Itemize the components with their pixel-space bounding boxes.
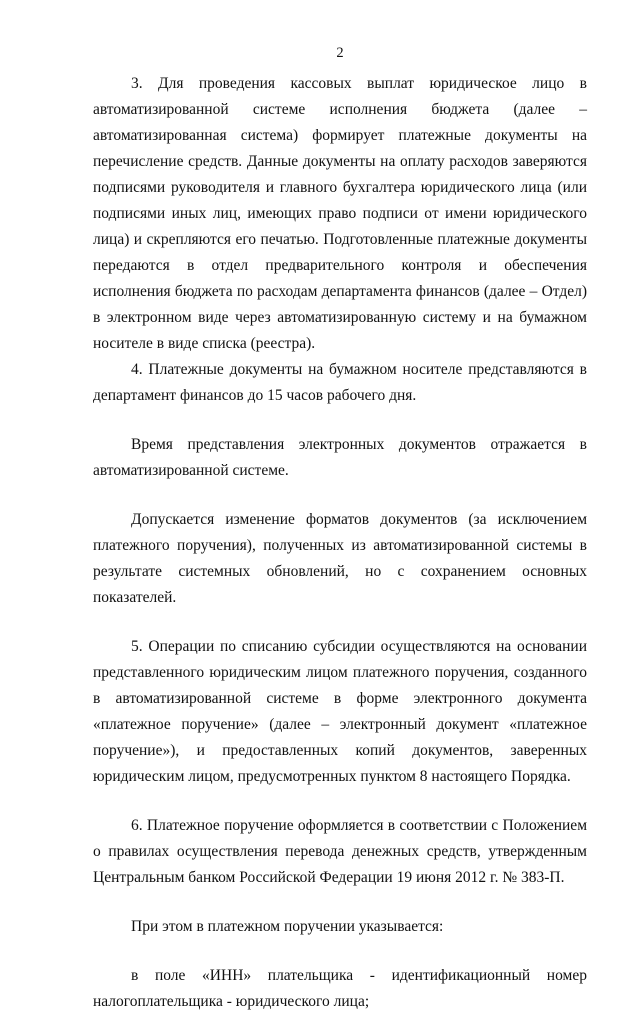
paragraph-cash-payments: 3. Для проведения кассовых выплат юридическое лицо в автоматизированной системе исполнения бюджета (далее – автоматизированная система) формирует платежные документы на перечисление средств. Данные документы на оплату расходов заверяются подписями руководителя и главного бухгалтера юридического лица (или подписями иных лиц, имеющих право подписи от имени юридического лица) и скрепляются его печатью. Подготовленные платежные документы передаются в отдел предварительного контроля и обеспечения исполнения бюджета по расходам департамента финансов (далее – Отдел) в электронном виде через автоматизированную систему и на бумажном носителе в виде списка (реестра).	[93, 75, 587, 352]
paragraph-subsidy-operations: 5. Операции по списанию субсидии осуществляются на основании представленного юридическим лицом платежного поручения, созданного в автоматизированной системе в форме электронного документа «платежное поручение» (далее – электронный документ «платежное поручение»), и предоставленных копий документов, заверенных юридическим лицом, предусмотренных пунктом 8 настоящего Порядка.	[93, 638, 587, 785]
paragraph-format-changes: Допускается изменение форматов документов (за исключением платежного поручения), полученных из автоматизированной системы в результате системных обновлений, но с сохранением основных показателей.	[93, 511, 587, 606]
page-number: 2	[336, 45, 344, 61]
paragraph-submission-time: Время представления электронных документов отражается в автоматизированной системе.	[93, 436, 587, 479]
paragraph-payment-order: 6. Платежное поручение оформляется в соответствии с Положением о правилах осуществления перевода денежных средств, утвержденным Центральным банком Российской Федерации 19 июня 2012 г. № 383-П.	[93, 817, 587, 886]
paragraph-paper-documents: 4. Платежные документы на бумажном носителе представляются в департамент финансов до 15 часов рабочего дня.	[93, 361, 587, 404]
paragraph-payment-order-fields: При этом в платежном поручении указывается:	[131, 918, 444, 935]
paragraph-inn-field: в поле «ИНН» плательщика - идентификационный номер налогоплательщика - юридического лица;	[93, 967, 587, 1010]
document-body	[93, 71, 587, 1015]
